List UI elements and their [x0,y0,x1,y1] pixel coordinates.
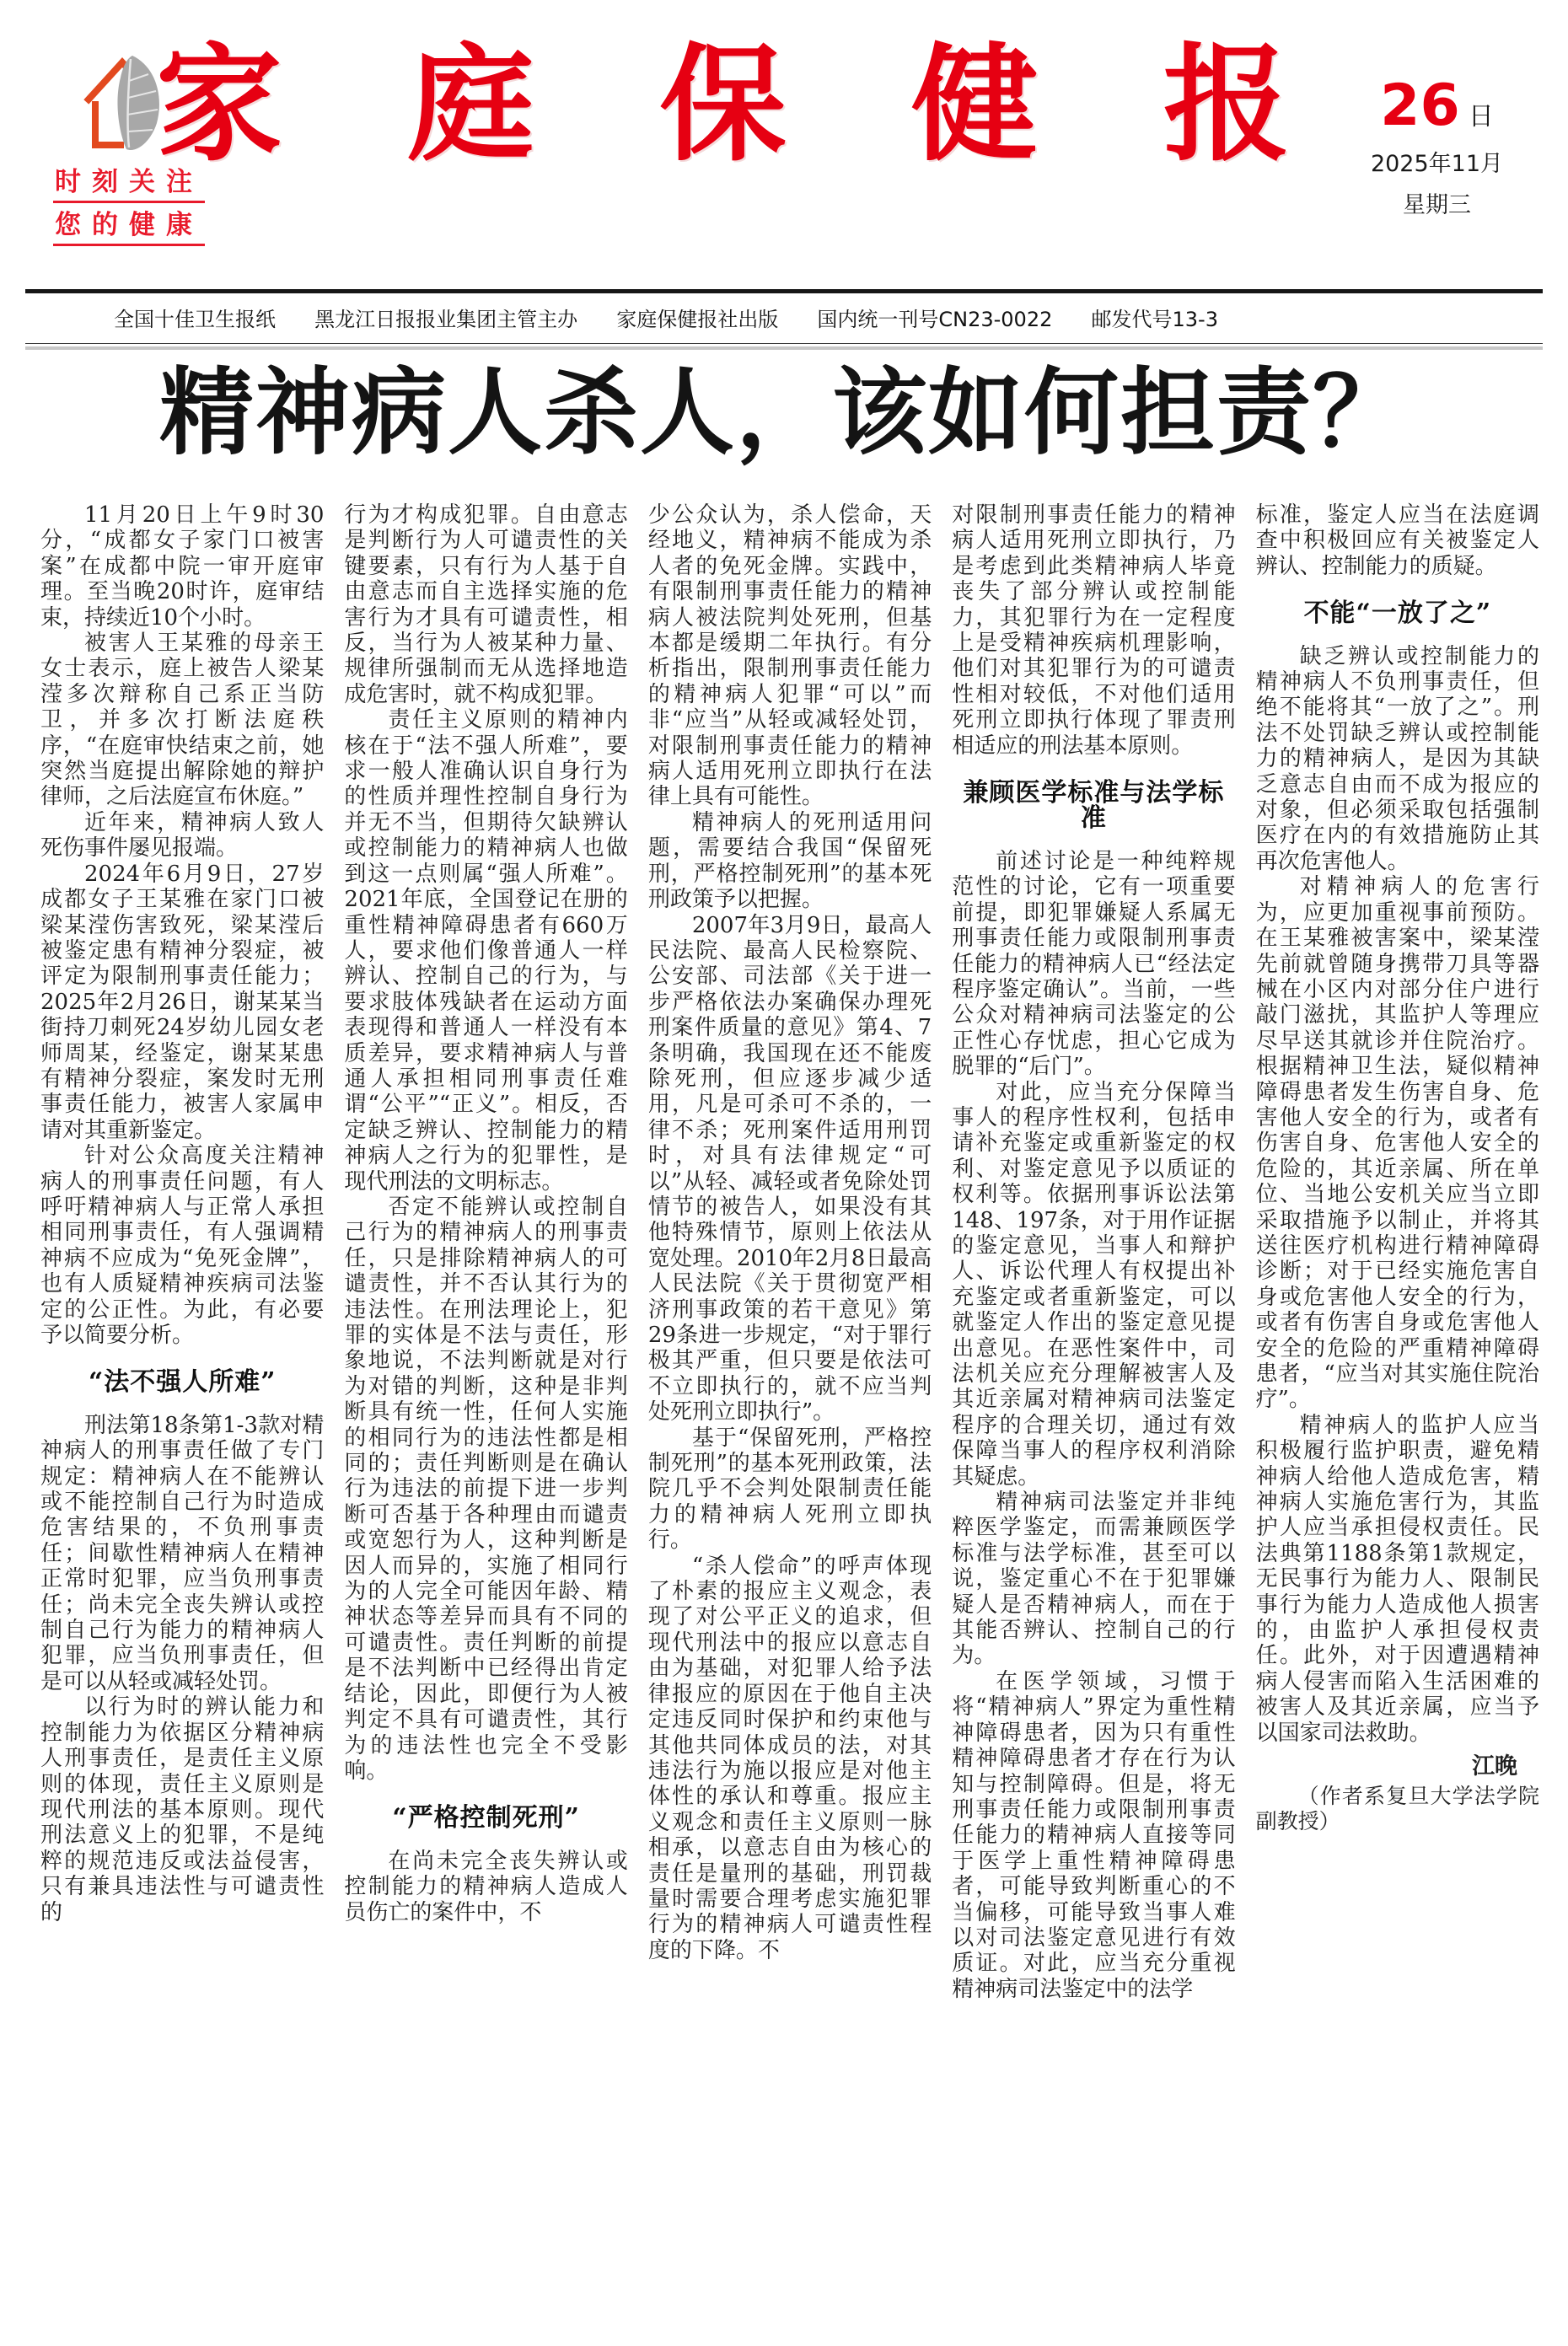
info-bar-item: 家庭保健报社出版 [616,308,779,331]
paragraph: 近年来，精神病人致人死伤事件屡见报端。 [40,809,325,862]
paragraph: 以行为时的辨认能力和控制能力为依据区分精神病人刑事责任，是责任主义原则的体现，责任主义原则是现代刑法的基本原则。现代刑法意义上的犯罪，不是纯粹的规范违反或法益侵害，只有兼具违法性与可谴责性的 [40,1694,325,1925]
masthead-title-char: 庭 [407,30,534,179]
section-subheading: “严格控制死刑” [392,1803,580,1833]
date-block [1346,72,1528,219]
info-bar-item: 邮发代号13-3 [1091,308,1218,331]
article-column [952,502,1235,2333]
paragraph: 2024年6月9日，27岁成都女子王某雅在家门口被梁某滢伤害致死，梁某滢后被鉴定患有精神分裂症，被评定为限制刑事责任能力；2025年2月26日，谢某某当街持刀刺死24岁幼儿园女老师周某，经鉴定，谢某某患有精神分裂症，案发时无刑事责任能力，被害人家属申请对其重新鉴定。 [40,861,325,1143]
paragraph: 前述讨论是一种纯粹规范性的讨论，它有一项重要前提，即犯罪嫌疑人系属无刑事责任能力或限制刑事责任能力的精神病人已“经法定程序鉴定确认”。当前，一些公众对精神病司法鉴定的公正性心存忧虑，担心它成为脱罪的“后门”。 [952,848,1236,1080]
article-column [40,502,324,2333]
date-year-month: 2025年11月 [1370,151,1504,177]
paragraph: 11月20日上午9时30分，“成都女子家门口被害案”在成都中院一审开庭审理。至当晚20时许，庭审结束，持续近10个小时。 [40,502,325,631]
paragraph: 责任主义原则的精神内核在于“法不强人所难”，要求一般人准确认识自身行为的性质并理性控制自身行为并无不当，但期待欠缺辨认或控制能力的精神病人也做到这一点则属“强人所难”。2021年底，全国登记在册的重性精神障碍患者有660万人，要求他们像普通人一样辨认、控制自己的行为，与要求肢体残缺者在运动方面表现得和普通人一样没有本质差异，要求精神病人与普通人承担相同刑事责任难谓“公平”“正义”。相反，否定缺乏辨认、控制能力的精神病人之行为的犯罪性，是现代刑法的文明标志。 [344,707,628,1194]
paragraph: 精神病司法鉴定并非纯粹医学鉴定，而需兼顾医学标准与法学标准，甚至可以说，鉴定重心不在于犯罪嫌疑人是否精神病人，而在于其能否辨认、控制自己的行为。 [952,1490,1236,1669]
date-day-unit: 日 [1468,102,1494,132]
section-subheading: 不能“一放了之” [1303,599,1492,629]
article-column [1256,502,1539,2333]
section-subheading: 兼顾医学标准与法学标准 [963,778,1225,834]
paragraph-continuation: 标准，鉴定人应当在法庭调查中积极回应有关被鉴定人辨认、控制能力的质疑。 [1255,502,1540,579]
paragraph: 在医学领域，习惯于将“精神病人”界定为重性精神障碍患者，因为只有重性精神障碍患者才存在行为认知与控制障碍。但是，将无刑事责任能力或限制刑事责任能力的精神病人直接等同于医学上重性精神障碍患者，可能导致判断重心的不当偏移，可能导致当事人难以对司法鉴定意见进行有效质证。对此，应当充分重视精神病司法鉴定中的法学 [952,1668,1236,2002]
paragraph: 缺乏辨认或控制能力的精神病人不负刑事责任，但绝不能将其“一放了之”。刑法不处罚缺乏辨认或控制能力的精神病人，是因为其缺乏意志自由而不成为报应的对象，但必须采取包括强制医疗在内的有效措施防止其再次危害他人。 [1255,643,1540,874]
date-weekday: 星期三 [1403,192,1471,218]
paragraph: “杀人偿命”的呼声体现了朴素的报应主义观念，表现了对公平正义的追求，但现代刑法中的报应以意志自由为基础，对犯罪人给予法律报应的原因在于他自主决定违反同时保护和约束他与其他共同体成员的法，对其违法行为施以报应是对他主体性的承认和尊重。报应主义观念和责任主义原则一脉相承，以意志自由为核心的责任是量刑的基础，刑罚裁量时需要合理考虑实施犯罪行为的精神病人可谴责性程度的下降。不 [647,1553,932,1963]
paragraph: 被害人王某雅的母亲王女士表示，庭上被告人梁某滢多次辩称自己系正当防卫，并多次打断法庭秩序，“在庭审快结束之前，她突然当庭提出解除她的辩护律师，之后法庭宣布休庭。” [40,631,325,810]
paragraph: 2007年3月9日，最高人民法院、最高人民检察院、公安部、司法部《关于进一步严格依法办案确保办理死刑案件质量的意见》第4、7条明确，我国现在还不能废除死刑，但应逐步减少适用，凡是可杀可不杀的，一律不杀；死刑案件适用刑罚时，对具有法律规定“可以”从轻、减轻或者免除处罚情节的被告人，如果没有其他特殊情节，原则上依法从宽处理。2010年2月8日最高人民法院《关于贯彻宽严相济刑事政策的若干意见》第29条进一步规定，“对于罪行极其严重，但只要是依法可不立即执行的，就不应当判处死刑立即执行”。 [647,912,932,1425]
info-bar-item: 国内统一刊号CN23-0022 [817,308,1053,331]
paragraph: 在尚未完全丧失辨认或控制能力的精神病人造成人员伤亡的案件中，不 [344,1848,628,1925]
page-title: 精神病人杀人，该如何担责？ [159,357,1409,468]
info-bar [25,289,1543,344]
article-column [648,502,932,2333]
info-bar-divider [25,346,1543,350]
author-note: （作者系复旦大学法学院副教授） [1255,1783,1540,1833]
article-column [344,502,627,2333]
slogan-line-2: 您的健康 [53,212,205,246]
masthead-title-char: 健 [911,30,1039,179]
section-subheading: “法不强人所难” [88,1367,277,1398]
date-day-row [1346,72,1528,139]
info-bar-item: 全国十佳卫生报纸 [114,308,276,331]
paragraph-continuation: 少公众认为，杀人偿命，天经地义，精神病不能成为杀人者的免死金牌。实践中，有限制刑事责任能力的精神病人被法院判处死刑，但基本都是缓期二年执行。有分析指出，限制刑事责任能力的精神病人犯罪“可以”而非“应当”从轻或减轻处罚，对限制刑事责任能力的精神病人适用死刑立即执行在法律上具有可能性。 [647,502,932,810]
paragraph: 刑法第18条第1-3款对精神病人的刑事责任做了专门规定：精神病人在不能辨认或不能控制自己行为时造成危害结果的，不负刑事责任；间歇性精神病人在精神正常时犯罪，应当负刑事责任；尚未完全丧失辨认或控制自己行为能力的精神病人犯罪，应当负刑事责任，但是可以从轻或减轻处罚。 [40,1412,325,1694]
masthead [0,0,1568,287]
paragraph: 精神病人的死刑适用问题，需要结合我国“保留死刑，严格控制死刑”的基本死刑政策予以把握。 [647,809,932,913]
date-day: 26 [1380,72,1460,139]
paragraph: 对此，应当充分保障当事人的程序性权利，包括申请补充鉴定或重新鉴定的权利、对鉴定意见予以质证的权利等。依据刑事诉讼法第148、197条，对于用作证据的鉴定意见，当事人和辩护人、诉讼代理人有权提出补充鉴定或者重新鉴定，可以就鉴定人作出的鉴定意见提出意见。在恶性案件中，司法机关应充分理解被害人及其近亲属对精神病司法鉴定程序的合理关切，通过有效保障当事人的程序权利消除其疑虑。 [952,1079,1236,1490]
info-bar-wrap [25,289,1543,350]
info-bar-item: 黑龙江日报报业集团主管主办 [314,308,578,331]
paragraph: 对精神病人的危害行为，应更加重视事前预防。在王某雅被害案中，梁某滢先前就曾随身携带刀具等器械在小区内对部分住户进行敲门滋扰，其监护人等理应尽早送其就诊并住院治疗。根据精神卫生法，疑似精神障碍患者发生伤害自身、危害他人安全的行为，或者有伤害自身、危害他人安全的危险的，其近亲属、所在单位、当地公安机关应当立即采取措施予以制止，并将其送往医疗机构进行精神障碍诊断；对于已经实施危害自身或危害他人安全的行为，或者有伤害自身或危害他人安全的危险的严重精神障碍患者，“应当对其实施住院治疗”。 [1255,874,1540,1413]
slogan-line-1: 时刻关注 [53,169,205,203]
masthead-title-char: 保 [659,30,787,179]
paragraph: 精神病人的监护人应当积极履行监护职责，避免精神病人给他人造成危害，精神病人实施危害行为，其监护人应当承担侵权责任。民法典第1188条第1款规定，无民事行为能力人、限制民事行为能力人造成他人损害的，由监护人承担侵权责任。此外，对于因遭遇精神病人侵害而陷入生活困难的被害人及其近亲属，应当予以国家司法救助。 [1255,1412,1540,1746]
masthead-title-char: 报 [1163,30,1290,179]
author-signature: 江晚 [1472,1753,1518,1780]
paragraph: 否定不能辨认或控制自己行为的精神病人的刑事责任，只是排除精神病人的可谴责性，并不否认其行为的违法性。在刑法理论上，犯罪的实体是不法与责任，形象地说，不法判断就是对行为对错的判断，这种是非判断具有统一性，任何人实施的相同行为的违法性都是相同的；责任判断则是在确认行为违法的前提下进一步判断可否基于各种理由而谴责或宽恕行为人，这种判断是因人而异的，实施了相同行为的人完全可能因年龄、精神状态等差异而具有不同的可谴责性。责任判断的前提是不法判断中已经得出肯定结论，因此，即便行为人被判定不具有可谴责性，其行为的违法性也完全不受影响。 [344,1194,628,1784]
masthead-title [156,30,1290,179]
article-body [40,502,1539,2333]
paragraph-continuation: 对限制刑事责任能力的精神病人适用死刑立即执行，乃是考虑到此类精神病人毕竟丧失了部分辨认或控制能力，其犯罪行为在一定程度上是受精神疾病机理影响，他们对其犯罪行为的可谴责性相对较低，不对他们适用死刑立即执行体现了罪责刑相适应的刑法基本原则。 [952,502,1236,759]
masthead-title-char: 家 [156,30,283,179]
paragraph: 基于“保留死刑，严格控制死刑”的基本死刑政策，法院几乎不会判处限制责任能力的精神病人死刑立即执行。 [647,1425,932,1554]
paragraph-continuation: 行为才构成犯罪。自由意志是判断行为人可谴责性的关键要素，只有行为人基于自由意志而自主选择实施的危害行为才具有可谴责性，相反，当行为人被某种力量、规律所强制而无从选择地造成危害时，就不构成犯罪。 [344,502,628,707]
paragraph: 针对公众高度关注精神病人的刑事责任问题，有人呼吁精神病人与正常人承担相同刑事责任，有人强调精神病不应成为“免死金牌”，也有人质疑精神疾病司法鉴定的公正性。为此，有必要予以简要分析。 [40,1143,325,1348]
